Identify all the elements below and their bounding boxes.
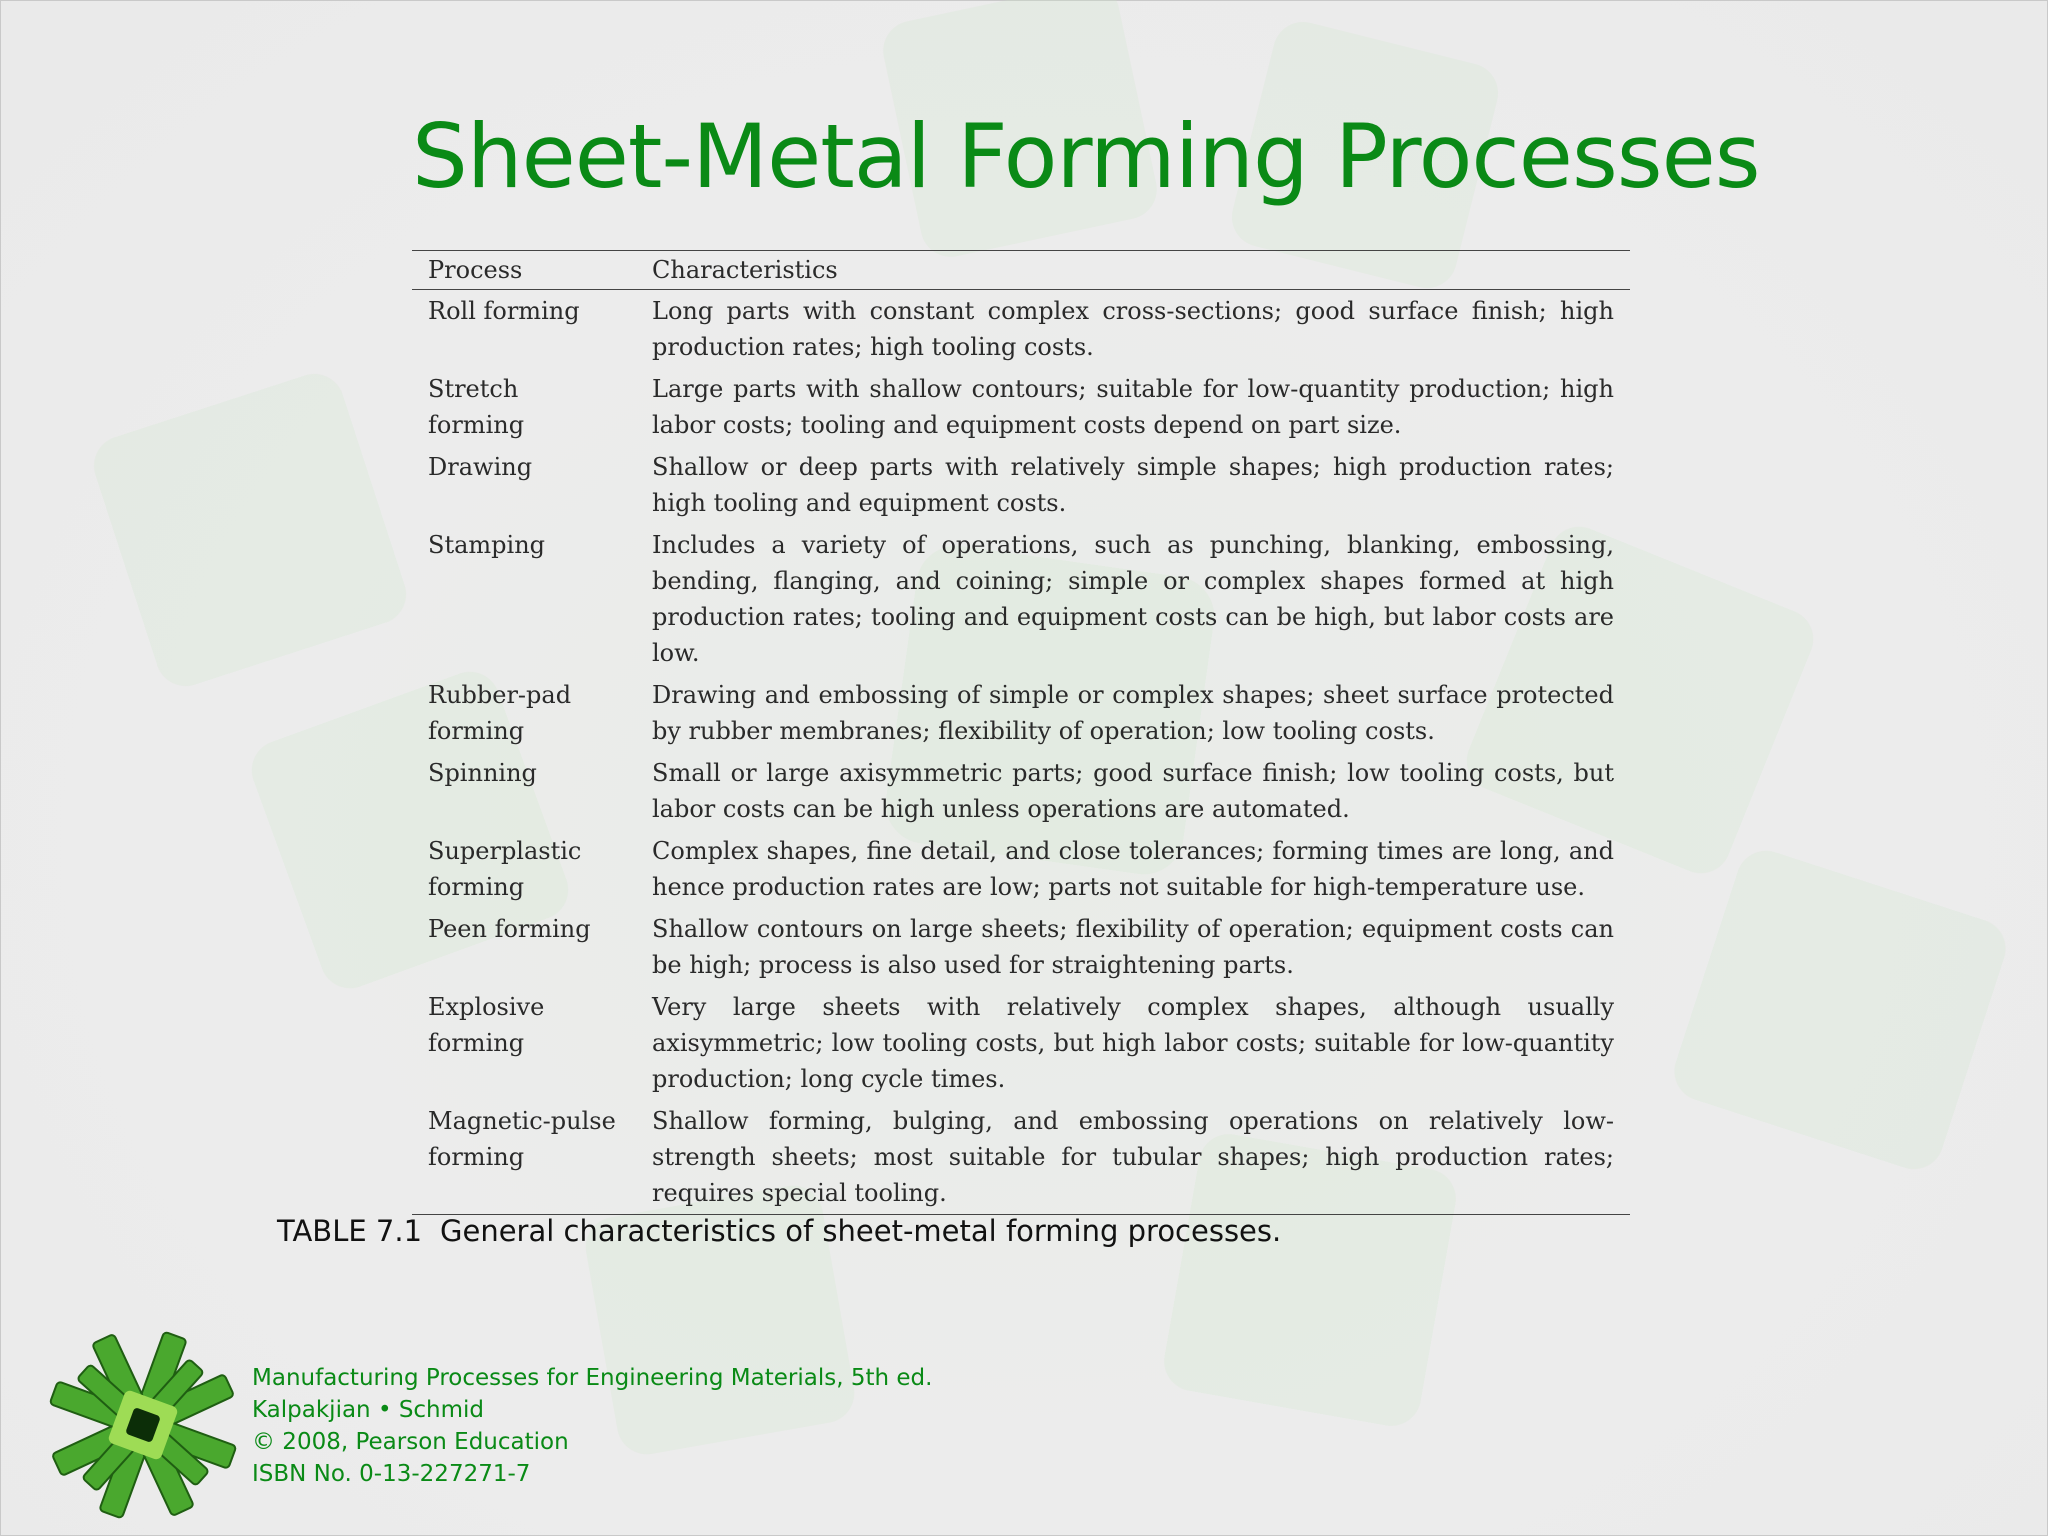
process-name: Rubber-pad forming: [428, 681, 572, 745]
footer-book-title: Manufacturing Processes for Engineering Materials, 5th ed.: [252, 1365, 933, 1391]
slide-title: Sheet-Metal Forming Processes: [412, 105, 1760, 208]
table-row: [412, 524, 1630, 674]
process-name: Stamping: [428, 531, 546, 559]
table-row: [412, 290, 1630, 369]
process-characteristics: Small or large axisymmetric parts; good surface finish; low tooling costs, but labor costs can be high unless operations are automated.: [652, 759, 1614, 823]
table-caption-number: TABLE 7.1: [277, 1214, 423, 1248]
publisher-logo-icon: [48, 1325, 238, 1525]
process-characteristics: Includes a variety of operations, such as punching, blanking, embossing, bending, flanging, and coining; simple or complex shapes formed at high production rates; tooling and equipment costs can be high, but labor costs are low.: [652, 531, 1614, 667]
process-characteristics: Drawing and embossing of simple or complex shapes; sheet surface protected by rubber membranes; flexibility of operation; low tooling costs.: [652, 681, 1614, 745]
table-header-row: [412, 251, 1630, 290]
process-characteristics: Large parts with shallow contours; suitable for low-quantity production; high labor costs; tooling and equipment costs depend on part size.: [652, 375, 1614, 439]
process-characteristics: Long parts with constant complex cross-sections; good surface finish; high production rates; high tooling costs.: [652, 297, 1614, 361]
process-characteristics: Very large sheets with relatively complex shapes, although usually axisymmetric; low tooling costs, but high labor costs; suitable for low-quantity production; long cycle times.: [652, 993, 1614, 1093]
process-name: Magnetic-pulse forming: [428, 1107, 616, 1171]
process-characteristics: Shallow contours on large sheets; flexibility of operation; equipment costs can be high; process is also used for straightening parts.: [652, 915, 1614, 979]
table-row: [412, 1100, 1630, 1215]
process-table: [412, 250, 1630, 1215]
header-process: Process: [428, 256, 523, 284]
process-name: Stretch forming: [428, 375, 525, 439]
process-name: Superplastic forming: [428, 837, 582, 901]
process-name: Explosive forming: [428, 993, 545, 1057]
table-caption: [277, 1214, 1281, 1248]
header-characteristics: Characteristics: [652, 256, 838, 284]
table-row: [412, 752, 1630, 830]
table-row: [412, 446, 1630, 524]
process-name: Roll forming: [428, 297, 580, 325]
process-name: Drawing: [428, 453, 533, 481]
table-row: [412, 674, 1630, 752]
process-name: Peen forming: [428, 915, 591, 943]
footer-copyright: © 2008, Pearson Education: [252, 1429, 569, 1455]
footer-authors: Kalpakjian • Schmid: [252, 1397, 485, 1423]
process-characteristics: Complex shapes, fine detail, and close tolerances; forming times are long, and hence production rates are low; parts not suitable for high-temperature use.: [652, 837, 1614, 901]
process-characteristics: Shallow forming, bulging, and embossing operations on relatively low-strength sheets; most suitable for tubular shapes; high production rates; requires special tooling.: [652, 1107, 1614, 1207]
table-row: [412, 986, 1630, 1100]
process-name: Spinning: [428, 759, 537, 787]
process-characteristics: Shallow or deep parts with relatively simple shapes; high production rates; high tooling and equipment costs.: [652, 453, 1614, 517]
table-caption-text: General characteristics of sheet-metal forming processes.: [440, 1214, 1282, 1248]
table-row: [412, 908, 1630, 986]
footer-isbn: ISBN No. 0-13-227271-7: [252, 1461, 531, 1487]
process-table-container: [412, 250, 1630, 1215]
table-row: [412, 368, 1630, 446]
table-row: [412, 830, 1630, 908]
footer-credits: [252, 1362, 932, 1490]
